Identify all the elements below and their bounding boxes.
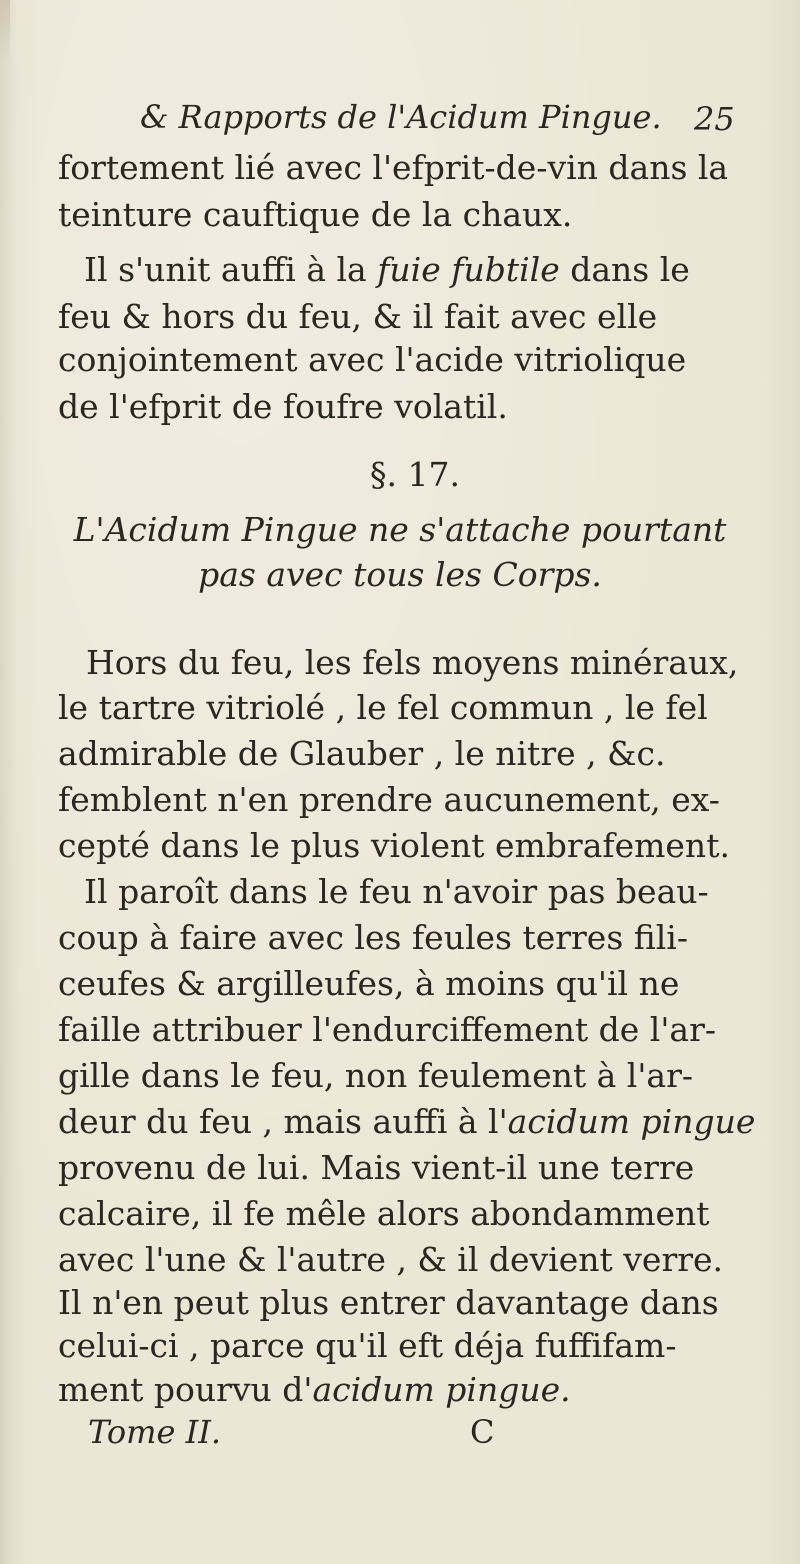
text-line-17-start: deur du feu , mais auffi à l' xyxy=(58,1102,508,1141)
text-line-13: coup à faire avec les feules terres fili- xyxy=(58,918,689,957)
text-line-10: femblent n'en prendre aucunement, ex- xyxy=(58,780,720,819)
text-line-23-start: ment pourvu d' xyxy=(58,1370,313,1409)
text-line-16: gille dans le feu, non feulement à l'ar- xyxy=(58,1056,693,1095)
running-header: & Rapports de l'Acidum Pingue. xyxy=(140,98,662,136)
text-line-15: faille attribuer l'endurciffement de l'ar- xyxy=(58,1010,717,1049)
italic-term: fuie fubtile xyxy=(377,250,560,289)
text-line-21: Il n'en peut plus entrer davantage dans xyxy=(58,1283,719,1322)
text-line-3-end: dans le xyxy=(559,250,690,289)
gathering-signature: C xyxy=(470,1413,495,1451)
volume-signature: Tome II. xyxy=(88,1413,222,1451)
text-line-8: le tartre vitriolé , le fel commun , le fel xyxy=(58,688,708,727)
text-line-9: admirable de Glauber , le nitre , &c. xyxy=(58,734,666,773)
text-line-14: ceufes & argilleufes, à moins qu'il ne xyxy=(58,964,680,1003)
text-line-3-start: Il s'unit auffi à la xyxy=(84,250,378,289)
text-line-2: teinture cauftique de la chaux. xyxy=(58,195,573,234)
page-number: 25 xyxy=(694,100,735,138)
text-line-22: celui-ci , parce qu'il eft déja fuffifam- xyxy=(58,1326,677,1365)
text-line-1: fortement lié avec l'efprit-de-vin dans la xyxy=(58,148,729,187)
italic-term: acidum pingue xyxy=(507,1102,756,1141)
text-line-11: cepté dans le plus violent embrafement. xyxy=(58,826,730,865)
text-line-20: avec l'une & l'autre , & il devient verre. xyxy=(58,1240,724,1279)
text-line-23 xyxy=(58,1370,800,1410)
page-edge-shadow xyxy=(0,0,10,60)
text-line-5: conjointement avec l'acide vitriolique xyxy=(58,340,687,379)
italic-term: acidum pingue. xyxy=(312,1370,571,1409)
text-line-7: Hors du feu, les fels moyens minéraux, xyxy=(86,643,739,682)
text-line-17 xyxy=(58,1102,800,1142)
text-line-3 xyxy=(84,250,800,290)
text-line-6: de l'efprit de foufre volatil. xyxy=(58,387,508,426)
text-line-19: calcaire, il fe mêle alors abondamment xyxy=(58,1194,710,1233)
section-number: §. 17. xyxy=(370,455,460,494)
text-line-4: feu & hors du feu, & il fait avec elle xyxy=(58,297,658,336)
section-heading-line-2: pas avec tous les Corps. xyxy=(198,555,602,594)
text-line-12: Il paroît dans le feu n'avoir pas beau- xyxy=(84,872,709,911)
section-heading-line-1: L'Acidum Pingue ne s'attache pourtant xyxy=(73,510,727,549)
text-line-18: provenu de lui. Mais vient-il une terre xyxy=(58,1148,695,1187)
